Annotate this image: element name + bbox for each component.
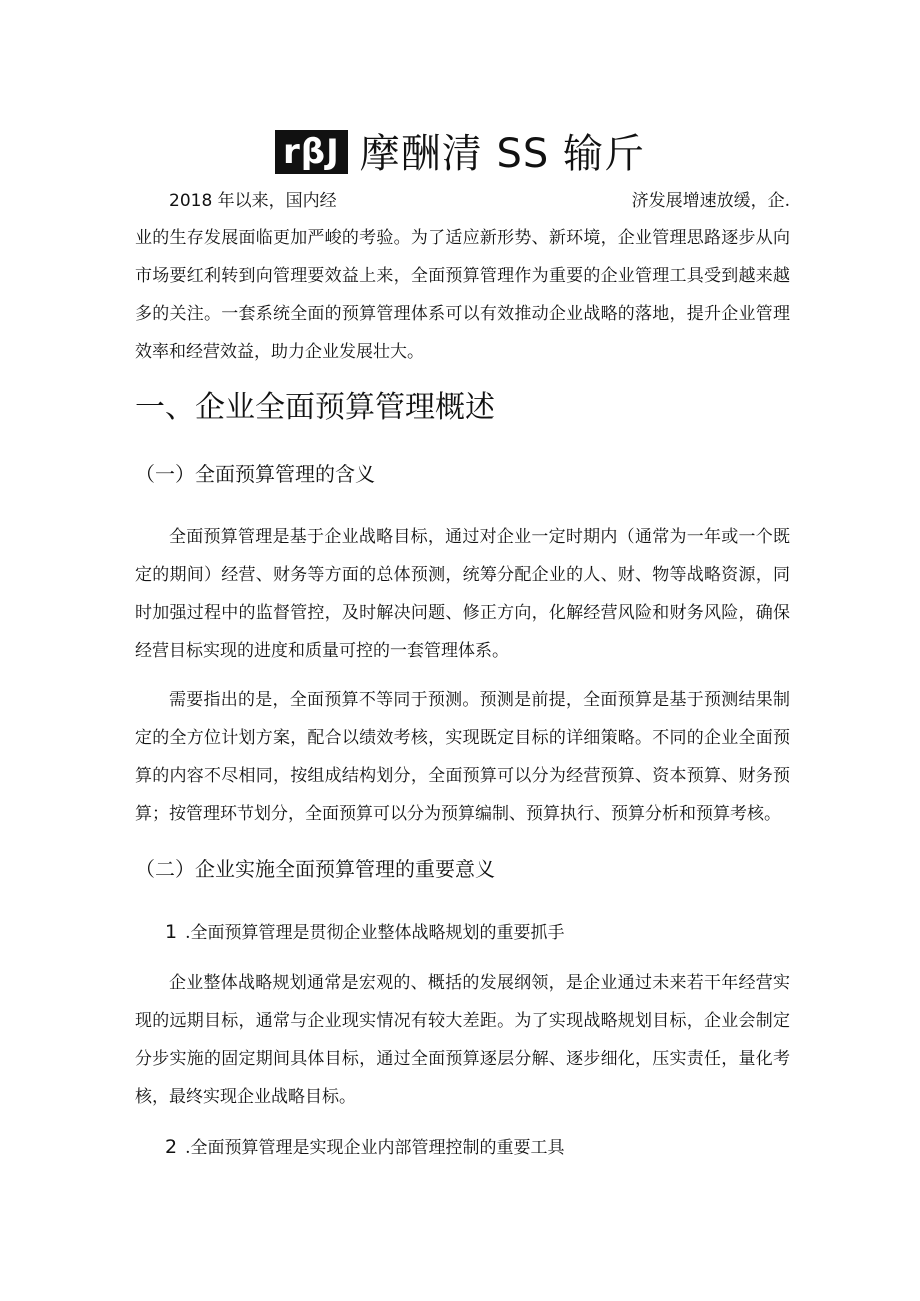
intro-paragraph: 业的生存发展面临更加严峻的考验。为了适应新形势、新环境，企业管理思路逐步从向市场要红利转到向管理要效益上来，全面预算管理作为重要的企业管理工具受到越来越多的关注。一套系统全面的预算管理体系可以有效推动企业战略的落地，提升企业管理效率和经营效益，助力企业发展壮大。 (135, 228, 790, 362)
intro-line1-left: 2018 年以来，国内经 (169, 191, 337, 211)
item-heading-1 (165, 916, 565, 949)
paragraph-definition: 全面预算管理是基于企业战略目标，通过对企业一定时期内（通常为一年或一个既定的期间）经营、财务等方面的总体预测，统筹分配企业的人、财、物等战略资源，同时加强过程中的监督管控，及时解决问题、修正方向，化解经营风险和财务风险，确保经营目标实现的进度和质量可控的一套管理体系。 (135, 527, 790, 661)
intro-first-line (135, 183, 790, 219)
title-prefix: rβJ (275, 130, 348, 174)
item-number-2: 2 (165, 1136, 178, 1158)
paragraph-strategy: 企业整体战略规划通常是宏观的、概括的发展纲领，是企业通过未来若干年经营实现的远期目标，通常与企业现实情况有较大差距。为了实现战略规划目标，企业会制定分步实施的固定期间具体目标，通过全面预算逐层分解、逐步细化，压实责任，量化考核，最终实现企业战略目标。 (135, 973, 790, 1107)
subsection-heading-2: （二）企业实施全面预算管理的重要意义 (135, 857, 495, 881)
intro-line1-right: 济发展增速放缓，企. (631, 191, 790, 211)
subsection-heading-1: （一）全面预算管理的含义 (135, 462, 375, 486)
paragraph-budget-vs-forecast: 需要指出的是，全面预算不等同于预测。预测是前提，全面预算是基于预测结果制定的全方位计划方案，配合以绩效考核，实现既定目标的详细策略。不同的企业全面预算的内容不尽相同，按组成结构划分，全面预算可以分为经营预算、资本预算、财务预算；按管理环节划分，全面预算可以分为预算编制、预算执行、预算分析和预算考核。 (135, 690, 790, 824)
item-number-1: 1 (165, 921, 178, 943)
section-heading-1: 一、企业全面预算管理概述 (135, 390, 495, 425)
document-title (0, 128, 920, 180)
item-heading-1-text: .全面预算管理是贯彻企业整体战略规划的重要抓手 (185, 923, 565, 943)
title-main: 摩酬清 SS 输斤 (359, 131, 645, 177)
item-heading-2 (165, 1131, 565, 1164)
item-heading-2-text: .全面预算管理是实现企业内部管理控制的重要工具 (185, 1138, 565, 1158)
